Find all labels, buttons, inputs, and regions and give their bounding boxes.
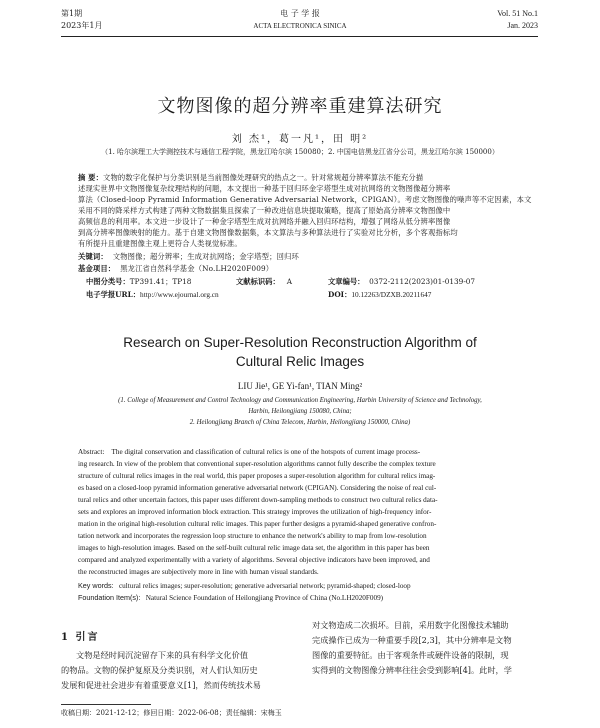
header-volume: Vol. 51 No.1: [497, 9, 538, 18]
url-label: 电子学报URL：: [86, 290, 141, 299]
intro-right-line: 实得到的文物图像分辨率往往会受到影响[4]。此时，学: [312, 665, 512, 675]
section-heading-intro: 1 引言: [61, 632, 100, 643]
header-journal-en: ACTA ELECTRONICA SINICA: [253, 22, 347, 30]
fund-en-label: Foundation Item(s):: [78, 593, 141, 602]
header-date-en: Jan. 2023: [507, 21, 538, 30]
keywords-cn: [78, 251, 299, 262]
articleno-value: 0372-2112(2023)01-0139-07: [369, 277, 476, 286]
intro-left-line: 的物品。文物的保护复原及分类识别，对人们认知历史: [61, 665, 258, 675]
keywords-en-label: Key words:: [78, 581, 114, 590]
clc-label: 中图分类号：: [86, 277, 130, 286]
abstract-en-line: images to high-resolution images. Based on the self-built cultural relic image data set, the algorithm in this paper has been: [78, 544, 430, 552]
abstract-en-line: sets and explores an improved information block extraction. This strategy improves the utilization of high-frequency infor-: [78, 508, 432, 516]
clc-value: TP391.41；TP18: [129, 277, 192, 286]
fund-en: [78, 592, 383, 605]
abstract-en-line: the reconstructed images are subjectively more in line with human visual standards.: [78, 568, 319, 576]
fund-cn-text: 黑龙江省自然科学基金（No.LH2020F009）: [120, 264, 274, 273]
header-rule: [61, 36, 538, 37]
affiliation-en-line: 2. Heilongjiang Branch of China Telecom, Harbin, Heilongjiang 150000, China): [189, 419, 411, 426]
doi-field: [328, 290, 431, 300]
fund-cn-label: 基金项目：: [78, 264, 116, 273]
intro-right-line: 图像的重要特征。由于客观条件或硬件设备的限制，现: [312, 650, 509, 660]
articleno-field: [328, 277, 475, 287]
intro-left-line: 文物是经时间沉淀留存下来的具有科学文化价值: [76, 650, 248, 660]
abstract-en-line: compared and analyzed experimentally with a variety of algorithms. Several objective indicators have been improved, and: [78, 556, 430, 564]
affiliation-en-line: (1. College of Measurement and Control Technology and Communication Engineering, Harbin University of Science and Technology,: [118, 397, 482, 404]
affiliation-cn: （1. 哈尔滨理工大学测控技术与通信工程学院，黑龙江哈尔滨 150080；2. 中国电信黑龙江省分公司，黑龙江哈尔滨 150000）: [101, 148, 499, 156]
keywords-en: [78, 580, 411, 593]
abstract-en-line: mation in the original high-resolution cultural relic images. This paper further designs a pyramid-shaped generative confron-: [78, 520, 437, 528]
paper-title-en: [0, 333, 600, 371]
abstract-cn-line: [78, 172, 423, 183]
doccode-value: A: [286, 277, 293, 286]
abstract-en-line: structure of cultural relics images in the real world, this paper proposes a super-resolution algorithm for cultural relics imag-: [78, 472, 436, 480]
footnote-received: 收稿日期：2021-12-12；修回日期：2022-06-08；责任编辑：宋梅玉: [61, 709, 282, 717]
fund-en-text: Natural Science Foundation of Heilongjiang Province of China (No.LH2020F009): [145, 594, 384, 602]
abstract-cn-line: 有所提升且重建图像主观上更符合人类视觉标准。: [78, 239, 242, 248]
abstract-en-line: tural relics and other uncertain factors, this paper uses different down-sampling methods to construct two cultural relics data-: [78, 496, 438, 504]
abstract-en-label: Abstract:: [78, 448, 105, 456]
paper-title-cn: 文物图像的超分辨率重建算法研究: [157, 96, 443, 117]
keywords-en-text: cultural relics images; super-resolution; generative adversarial network; pyramid-shaped; closed-loop: [118, 582, 411, 590]
doccode-field: [236, 277, 292, 287]
authors-cn: 刘 杰¹，葛一凡¹，田 明²: [231, 134, 369, 145]
header-journal-cn: 电 子 学 报: [280, 9, 320, 18]
abstract-cn-label: 摘 要：: [78, 173, 104, 182]
intro-left-line: 发展和促进社会进步有着重要意义[1]，然而传统技术易: [61, 680, 261, 690]
keywords-cn-label: 关键词：: [78, 252, 108, 261]
abstract-cn-line: 到高分辨率图像映射的能力。基于自建文物图像数据集，本文算法与多种算法进行了实验对比分析，多个客观指标均: [78, 228, 458, 237]
doccode-label: 文献标识码：: [236, 277, 280, 286]
abstract-en-line: tation network and incorporates the regression loop structure to enhance the network's ability to map from low-resolution: [78, 532, 427, 540]
authors-en: LIU Jie¹, GE Yi-fan¹, TIAN Ming²: [237, 381, 363, 391]
paper-title-en-line: Cultural Relic Images: [235, 354, 365, 369]
header-date-cn: 2023年1月: [61, 21, 103, 30]
abstract-en-text: The digital conservation and classification of cultural relics is one of the hotspots of current image process-: [111, 448, 421, 456]
abstract-cn-line: 述现实世界中文物图像复杂纹理结构的问题，本文提出一种基于回归环金字塔型生成对抗网络的文物图像超分辨率: [78, 184, 451, 193]
abstract-en-line: [78, 447, 420, 459]
abstract-cn-line: 算法（Closed-loop Pyramid Information Generative Adversarial Network，CPIGAN）。考虑文物图像的噪声等不定因素，本文: [78, 195, 532, 204]
keywords-cn-text: 文物图像；超分辨率；生成对抗网络；金字塔型；回归环: [112, 252, 299, 261]
intro-right-line: 完成操作已成为一种重要手段[2,3]，其中分辨率是文物: [312, 635, 512, 645]
footnote-rule: [61, 704, 151, 705]
doi-value[interactable]: 10.12263/DZXB.20211647: [351, 290, 432, 299]
header-right: [497, 8, 538, 32]
affiliation-en-line: Harbin, Heilongjiang 150080, China;: [248, 408, 352, 415]
doi-label: DOI：: [328, 290, 352, 299]
clc-field: [86, 277, 191, 287]
abstract-en-line: es based on a closed-loop pyramid information generative adversarial network (CPIGAN). Considering the noise of real cul-: [78, 484, 437, 492]
intro-right-line: 对文物造成二次损坏。目前，采用数字化图像技术辅助: [312, 620, 509, 630]
abstract-cn-line: 高频信息的利用率。本文进一步设计了一种金字塔型生成对抗网络并融入回归环结构，增强了网络从低分辨率图像: [78, 217, 451, 226]
paper-title-en-line: Research on Super-Resolution Reconstruction Algorithm of: [123, 335, 477, 350]
abstract-en-line: ing research. In view of the problem that conventional super-resolution algorithms cannot fully describe the complex texture: [78, 460, 436, 468]
abstract-cn-text: 文物的数字化保护与分类识别是当前图像处理研究的热点之一。针对常规超分辨率算法不能充分描: [103, 173, 424, 182]
header-issue-cn: 第1期: [61, 9, 83, 18]
url-field: [86, 290, 219, 300]
fund-cn: [78, 263, 273, 274]
abstract-cn-line: 采用不同的降采样方式构建了两种文物数据集且探索了一种改进信息块提取策略，提高了原始高分辨率文物图像中: [78, 206, 451, 215]
journal-url[interactable]: http://www.ejournal.org.cn: [140, 290, 219, 299]
articleno-label: 文章编号：: [328, 277, 365, 286]
